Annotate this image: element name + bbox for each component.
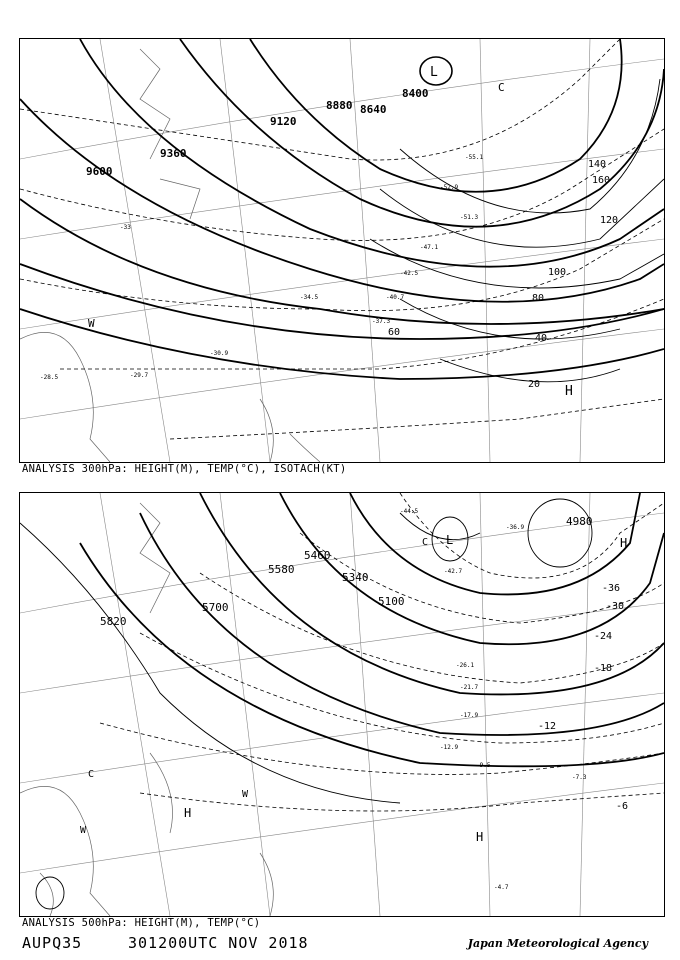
isotach-label: 80 (532, 293, 545, 304)
temp-value: -34.5 (300, 294, 319, 301)
temp-contour-label: -30 (606, 601, 625, 612)
agency-name: Japan Meteorological Agency (467, 937, 648, 950)
high-pressure-marker: H (184, 806, 192, 820)
height-label: 5460 (304, 549, 331, 562)
low-pressure-marker: L (430, 65, 438, 80)
high-pressure-marker: H (565, 384, 573, 399)
caption-300hpa: ANALYSIS 300hPa: HEIGHT(M), TEMP(°C), ISOTACH(KT) (22, 463, 347, 475)
map-300hpa (19, 38, 665, 463)
temp-value: -12.9 (440, 744, 459, 751)
temp-contour-label: -12 (538, 721, 557, 732)
low-pressure-marker: L (446, 533, 454, 547)
height-label: 9600 (86, 165, 113, 178)
temp-value: -33 (120, 224, 131, 231)
temp-value: -26.1 (456, 662, 475, 669)
height-label: 5700 (202, 601, 229, 614)
height-label: 8880 (326, 99, 353, 112)
height-label: 9360 (160, 147, 187, 160)
warm-marker: W (242, 789, 249, 800)
chart-datetime: 301200UTC NOV 2018 (128, 934, 309, 952)
height-label: 5340 (342, 571, 369, 584)
isotach-label: 100 (548, 267, 567, 278)
chart-code: AUPQ35 (22, 934, 83, 952)
isotach-label: 20 (528, 379, 541, 390)
cold-marker: C (422, 537, 429, 548)
temp-value: -9.5 (476, 762, 491, 769)
cold-marker: C (88, 769, 95, 780)
temp-contour-label: -36 (602, 583, 621, 594)
temp-value: -40.7 (386, 294, 405, 301)
height-label: 9120 (270, 115, 297, 128)
height-label: 5580 (268, 563, 295, 576)
temp-value: -28.5 (40, 374, 59, 381)
map-500hpa (19, 492, 665, 917)
temp-value: -17.9 (460, 712, 479, 719)
temp-value: -21.7 (460, 684, 479, 691)
coastlines (20, 49, 320, 462)
height-label: 5820 (100, 615, 127, 628)
isotach-label: 40 (535, 333, 548, 344)
temp-value: -36.9 (506, 524, 525, 531)
height-label: 4980 (566, 515, 593, 528)
coastlines (20, 503, 273, 916)
warm-marker: W (80, 825, 87, 836)
temp-value: -7.3 (572, 774, 587, 781)
temp-contour-label: -18 (594, 663, 613, 674)
height-contours (80, 493, 664, 766)
temp-value: -51.3 (460, 214, 479, 221)
graticule (20, 493, 664, 916)
temp-value: -42.7 (444, 568, 463, 575)
temp-value: -4.7 (494, 884, 509, 891)
map-500hpa-svg (20, 493, 664, 916)
cold-marker: C (498, 81, 505, 94)
height-label: 5100 (378, 595, 405, 608)
temp-value: -37.3 (372, 318, 391, 325)
height-label: 8640 (360, 103, 387, 116)
temp-value: -55.1 (465, 154, 484, 161)
temp-value: -29.7 (130, 372, 149, 379)
temp-value: -42.5 (400, 270, 419, 277)
temp-value: -52.9 (440, 184, 459, 191)
caption-500hpa: ANALYSIS 500hPa: HEIGHT(M), TEMP(°C) (22, 917, 261, 929)
temp-contour-label: -24 (594, 631, 613, 642)
height-label: 8400 (402, 87, 429, 100)
isotach-label: 140 (588, 159, 607, 170)
isotach-label: 160 (592, 175, 611, 186)
temp-value: -30.9 (210, 350, 229, 357)
map-300hpa-svg (20, 39, 664, 462)
temp-contour-label: -6 (616, 801, 629, 812)
temp-value: -47.1 (420, 244, 439, 251)
warm-marker: W (88, 317, 95, 330)
temp-value: -44.5 (400, 508, 419, 515)
isotach-label: 60 (388, 327, 401, 338)
high-pressure-marker: H (620, 536, 628, 550)
high-pressure-marker: H (476, 830, 484, 844)
isotach-label: 120 (600, 215, 619, 226)
